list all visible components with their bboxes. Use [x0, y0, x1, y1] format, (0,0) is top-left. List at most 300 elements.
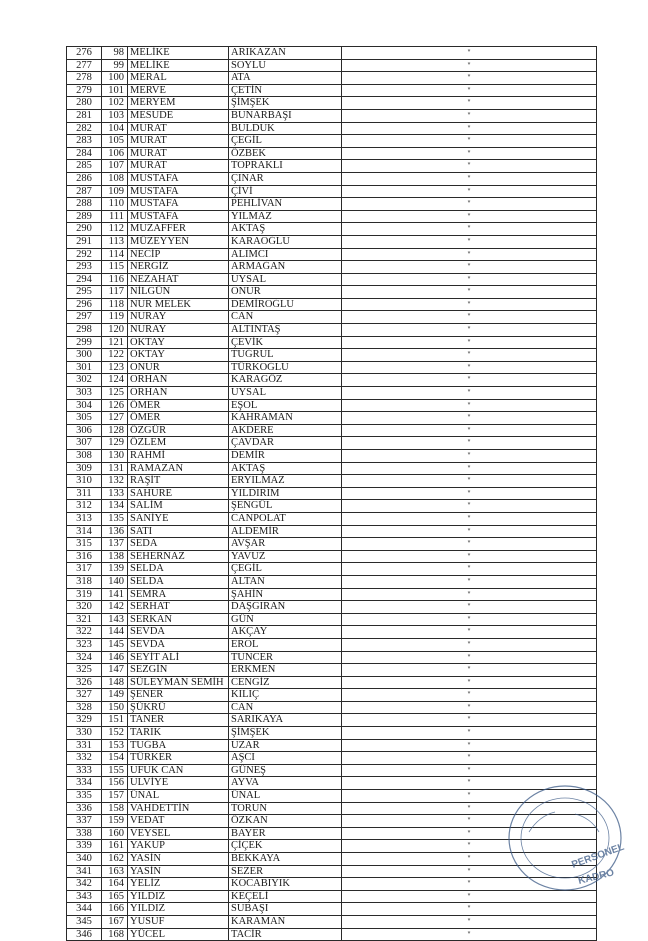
surname-cell: AKTAŞ [229, 462, 342, 475]
table-row [67, 59, 597, 72]
ditto-mark-cell: " [342, 223, 597, 236]
index-cell: 143 [102, 613, 128, 626]
surname-cell: TUNCER [229, 651, 342, 664]
table-row [67, 764, 597, 777]
ditto-mark-cell: " [342, 689, 597, 702]
ditto-mark-cell: " [342, 235, 597, 248]
row-number-cell: 331 [67, 739, 102, 752]
row-number-cell: 303 [67, 387, 102, 400]
surname-cell: ÇEVİK [229, 336, 342, 349]
ditto-mark-cell: " [342, 387, 597, 400]
row-number-cell: 280 [67, 97, 102, 110]
surname-cell: ÇETİN [229, 84, 342, 97]
table-row [67, 248, 597, 261]
index-cell: 165 [102, 890, 128, 903]
ditto-mark-cell: " [342, 47, 597, 60]
first-name-cell: MERAL [128, 72, 229, 85]
table-row [67, 512, 597, 525]
row-number-cell: 339 [67, 840, 102, 853]
index-cell: 148 [102, 676, 128, 689]
index-cell: 120 [102, 324, 128, 337]
index-cell: 123 [102, 361, 128, 374]
table-row [67, 727, 597, 740]
table-row [67, 638, 597, 651]
first-name-cell: ULVİYE [128, 777, 229, 790]
row-number-cell: 346 [67, 928, 102, 941]
surname-cell: AKÇAY [229, 626, 342, 639]
surname-cell: ÇEĞİL [229, 563, 342, 576]
index-cell: 106 [102, 147, 128, 160]
table-row [67, 374, 597, 387]
table-row [67, 72, 597, 85]
surname-cell: SUBAŞI [229, 903, 342, 916]
ditto-mark-cell: " [342, 450, 597, 463]
first-name-cell: ONUR [128, 361, 229, 374]
first-name-cell: SÜLEYMAN SEMİH [128, 676, 229, 689]
first-name-cell: MUSTAFA [128, 198, 229, 211]
table-row [67, 903, 597, 916]
surname-cell: UZAR [229, 739, 342, 752]
surname-cell: BEKKAYA [229, 853, 342, 866]
first-name-cell: MUSTAFA [128, 185, 229, 198]
first-name-cell: SATI [128, 525, 229, 538]
first-name-cell: UFUK CAN [128, 764, 229, 777]
table-row [67, 915, 597, 928]
first-name-cell: ŞENER [128, 689, 229, 702]
first-name-cell: SEVDA [128, 626, 229, 639]
index-cell: 142 [102, 601, 128, 614]
first-name-cell: NURAY [128, 324, 229, 337]
index-cell: 100 [102, 72, 128, 85]
surname-cell: ŞİMŞEK [229, 97, 342, 110]
index-cell: 146 [102, 651, 128, 664]
index-cell: 130 [102, 450, 128, 463]
first-name-cell: YILDIZ [128, 890, 229, 903]
surname-cell: EROL [229, 638, 342, 651]
surname-cell: ÖZBEK [229, 147, 342, 160]
first-name-cell: NECİP [128, 248, 229, 261]
ditto-mark-cell: " [342, 475, 597, 488]
table-row [67, 336, 597, 349]
table-row [67, 450, 597, 463]
surname-cell: ALDEMİR [229, 525, 342, 538]
first-name-cell: TARIK [128, 727, 229, 740]
first-name-cell: SEMRA [128, 588, 229, 601]
row-number-cell: 298 [67, 324, 102, 337]
ditto-mark-cell: " [342, 298, 597, 311]
index-cell: 160 [102, 827, 128, 840]
table-row [67, 387, 597, 400]
first-name-cell: VEYSEL [128, 827, 229, 840]
index-cell: 118 [102, 298, 128, 311]
index-cell: 155 [102, 764, 128, 777]
first-name-cell: SAHURE [128, 487, 229, 500]
table-row [67, 701, 597, 714]
row-number-cell: 313 [67, 512, 102, 525]
ditto-mark-cell: " [342, 790, 597, 803]
index-cell: 157 [102, 790, 128, 803]
ditto-mark-cell: " [342, 928, 597, 941]
ditto-mark-cell: " [342, 424, 597, 437]
ditto-mark-cell: " [342, 185, 597, 198]
row-number-cell: 333 [67, 764, 102, 777]
table-row [67, 462, 597, 475]
table-row [67, 689, 597, 702]
table-row [67, 664, 597, 677]
table-row [67, 172, 597, 185]
first-name-cell: YASİN [128, 865, 229, 878]
surname-cell: SOYLU [229, 59, 342, 72]
surname-cell: BULDUK [229, 122, 342, 135]
row-number-cell: 285 [67, 160, 102, 173]
row-number-cell: 318 [67, 575, 102, 588]
ditto-mark-cell: " [342, 802, 597, 815]
ditto-mark-cell: " [342, 550, 597, 563]
surname-cell: ARIKAZAN [229, 47, 342, 60]
table-row [67, 550, 597, 563]
table-row [67, 651, 597, 664]
first-name-cell: RAMAZAN [128, 462, 229, 475]
index-cell: 110 [102, 198, 128, 211]
ditto-mark-cell: " [342, 626, 597, 639]
table-row [67, 563, 597, 576]
stamp-text-top: PERSONEL [570, 841, 625, 871]
surname-cell: ALTINTAŞ [229, 324, 342, 337]
surname-cell: SEZER [229, 865, 342, 878]
ditto-mark-cell: " [342, 903, 597, 916]
table-row [67, 210, 597, 223]
ditto-mark-cell: " [342, 878, 597, 891]
ditto-mark-cell: " [342, 727, 597, 740]
surname-cell: ALTAN [229, 575, 342, 588]
first-name-cell: TANER [128, 714, 229, 727]
index-cell: 122 [102, 349, 128, 362]
row-number-cell: 312 [67, 500, 102, 513]
row-number-cell: 301 [67, 361, 102, 374]
table-row [67, 361, 597, 374]
ditto-mark-cell: " [342, 651, 597, 664]
index-cell: 115 [102, 261, 128, 274]
index-cell: 161 [102, 840, 128, 853]
surname-cell: ERYILMAZ [229, 475, 342, 488]
row-number-cell: 344 [67, 903, 102, 916]
surname-cell: BAYER [229, 827, 342, 840]
index-cell: 99 [102, 59, 128, 72]
ditto-mark-cell: " [342, 462, 597, 475]
ditto-mark-cell: " [342, 210, 597, 223]
index-cell: 152 [102, 727, 128, 740]
surname-cell: DEMİR [229, 450, 342, 463]
ditto-mark-cell: " [342, 525, 597, 538]
row-number-cell: 320 [67, 601, 102, 614]
row-number-cell: 295 [67, 286, 102, 299]
row-number-cell: 319 [67, 588, 102, 601]
row-number-cell: 287 [67, 185, 102, 198]
table-row [67, 575, 597, 588]
index-cell: 131 [102, 462, 128, 475]
row-number-cell: 278 [67, 72, 102, 85]
row-number-cell: 323 [67, 638, 102, 651]
ditto-mark-cell: " [342, 286, 597, 299]
first-name-cell: MURAT [128, 147, 229, 160]
row-number-cell: 337 [67, 815, 102, 828]
first-name-cell: MURAT [128, 160, 229, 173]
surname-cell: AKDERE [229, 424, 342, 437]
ditto-mark-cell: " [342, 135, 597, 148]
row-number-cell: 292 [67, 248, 102, 261]
index-cell: 139 [102, 563, 128, 576]
ditto-mark-cell: " [342, 273, 597, 286]
row-number-cell: 324 [67, 651, 102, 664]
table-row [67, 122, 597, 135]
ditto-mark-cell: " [342, 147, 597, 160]
index-cell: 126 [102, 399, 128, 412]
table-row [67, 97, 597, 110]
surname-cell: UYSAL [229, 387, 342, 400]
table-row [67, 475, 597, 488]
row-number-cell: 296 [67, 298, 102, 311]
first-name-cell: YUSUF [128, 915, 229, 928]
row-number-cell: 321 [67, 613, 102, 626]
ditto-mark-cell: " [342, 840, 597, 853]
surname-cell: DEMİROĞLU [229, 298, 342, 311]
surname-cell: KILIÇ [229, 689, 342, 702]
table-row [67, 185, 597, 198]
ditto-mark-cell: " [342, 512, 597, 525]
first-name-cell: SELDA [128, 563, 229, 576]
first-name-cell: TUĞBA [128, 739, 229, 752]
row-number-cell: 340 [67, 853, 102, 866]
first-name-cell: SEZGİN [128, 664, 229, 677]
row-number-cell: 343 [67, 890, 102, 903]
surname-cell: ŞENGÜL [229, 500, 342, 513]
index-cell: 125 [102, 387, 128, 400]
row-number-cell: 325 [67, 664, 102, 677]
ditto-mark-cell: " [342, 261, 597, 274]
row-number-cell: 304 [67, 399, 102, 412]
first-name-cell: ÖZGÜR [128, 424, 229, 437]
ditto-mark-cell: " [342, 563, 597, 576]
first-name-cell: MELİKE [128, 59, 229, 72]
index-cell: 127 [102, 412, 128, 425]
table-row [67, 235, 597, 248]
ditto-mark-cell: " [342, 97, 597, 110]
surname-cell: ÇINAR [229, 172, 342, 185]
index-cell: 109 [102, 185, 128, 198]
first-name-cell: YASİN [128, 853, 229, 866]
surname-cell: ALIMCI [229, 248, 342, 261]
surname-cell: TUĞRUL [229, 349, 342, 362]
table-row [67, 714, 597, 727]
surname-cell: YILDIRIM [229, 487, 342, 500]
first-name-cell: SEDA [128, 538, 229, 551]
table-row [67, 286, 597, 299]
ditto-mark-cell: " [342, 84, 597, 97]
index-cell: 98 [102, 47, 128, 60]
ditto-mark-cell: " [342, 915, 597, 928]
ditto-mark-cell: " [342, 500, 597, 513]
row-number-cell: 276 [67, 47, 102, 60]
ditto-mark-cell: " [342, 412, 597, 425]
first-name-cell: ÖZLEM [128, 437, 229, 450]
first-name-cell: SEYİT ALİ [128, 651, 229, 664]
row-number-cell: 290 [67, 223, 102, 236]
ditto-mark-cell: " [342, 664, 597, 677]
surname-cell: AVŞAR [229, 538, 342, 551]
row-number-cell: 306 [67, 424, 102, 437]
surname-cell: ARMAĞAN [229, 261, 342, 274]
row-number-cell: 345 [67, 915, 102, 928]
first-name-cell: ÖMER [128, 412, 229, 425]
row-number-cell: 300 [67, 349, 102, 362]
row-number-cell: 310 [67, 475, 102, 488]
index-cell: 133 [102, 487, 128, 500]
table-row [67, 676, 597, 689]
official-stamp [495, 780, 625, 900]
ditto-mark-cell: " [342, 752, 597, 765]
table-row [67, 147, 597, 160]
surname-cell: KEÇELİ [229, 890, 342, 903]
row-number-cell: 341 [67, 865, 102, 878]
row-number-cell: 281 [67, 109, 102, 122]
index-cell: 101 [102, 84, 128, 97]
index-cell: 104 [102, 122, 128, 135]
surname-cell: CANPOLAT [229, 512, 342, 525]
index-cell: 158 [102, 802, 128, 815]
row-number-cell: 286 [67, 172, 102, 185]
first-name-cell: OKTAY [128, 336, 229, 349]
surname-cell: ÇİÇEK [229, 840, 342, 853]
index-cell: 145 [102, 638, 128, 651]
ditto-mark-cell: " [342, 172, 597, 185]
surname-cell: GÜN [229, 613, 342, 626]
ditto-mark-cell: " [342, 827, 597, 840]
ditto-mark-cell: " [342, 374, 597, 387]
first-name-cell: MURAT [128, 122, 229, 135]
ditto-mark-cell: " [342, 336, 597, 349]
row-number-cell: 283 [67, 135, 102, 148]
surname-cell: ONUR [229, 286, 342, 299]
first-name-cell: NERGİZ [128, 261, 229, 274]
row-number-cell: 299 [67, 336, 102, 349]
first-name-cell: VAHDETTİN [128, 802, 229, 815]
index-cell: 147 [102, 664, 128, 677]
first-name-cell: MUSTAFA [128, 172, 229, 185]
ditto-mark-cell: " [342, 739, 597, 752]
first-name-cell: YAKUP [128, 840, 229, 853]
table-row [67, 349, 597, 362]
surname-cell: YAVUZ [229, 550, 342, 563]
index-cell: 159 [102, 815, 128, 828]
table-row [67, 487, 597, 500]
surname-cell: KOCABIYIK [229, 878, 342, 891]
surname-cell: DAŞGIRAN [229, 601, 342, 614]
ditto-mark-cell: " [342, 160, 597, 173]
index-cell: 135 [102, 512, 128, 525]
table-row [67, 613, 597, 626]
index-cell: 151 [102, 714, 128, 727]
first-name-cell: MURAT [128, 135, 229, 148]
surname-cell: EŞOL [229, 399, 342, 412]
table-row [67, 626, 597, 639]
table-row [67, 135, 597, 148]
surname-cell: TOPRAKLI [229, 160, 342, 173]
first-name-cell: RAHMİ [128, 450, 229, 463]
index-cell: 138 [102, 550, 128, 563]
first-name-cell: SALİM [128, 500, 229, 513]
surname-cell: KARAMAN [229, 915, 342, 928]
surname-cell: ÜNAL [229, 790, 342, 803]
first-name-cell: TÜRKER [128, 752, 229, 765]
ditto-mark-cell: " [342, 865, 597, 878]
table-row [67, 160, 597, 173]
first-name-cell: YELİZ [128, 878, 229, 891]
row-number-cell: 284 [67, 147, 102, 160]
table-row [67, 261, 597, 274]
stamp-seal-icon [495, 780, 625, 900]
surname-cell: KAHRAMAN [229, 412, 342, 425]
ditto-mark-cell: " [342, 122, 597, 135]
index-cell: 167 [102, 915, 128, 928]
first-name-cell: SEVDA [128, 638, 229, 651]
ditto-mark-cell: " [342, 638, 597, 651]
first-name-cell: ŞÜKRÜ [128, 701, 229, 714]
ditto-mark-cell: " [342, 613, 597, 626]
row-number-cell: 282 [67, 122, 102, 135]
first-name-cell: MUZAFFER [128, 223, 229, 236]
surname-cell: ERKMEN [229, 664, 342, 677]
first-name-cell: MERYEM [128, 97, 229, 110]
stamp-text-bottom: KADRO [577, 867, 616, 887]
first-name-cell: SANİYE [128, 512, 229, 525]
ditto-mark-cell: " [342, 676, 597, 689]
table-row [67, 538, 597, 551]
row-number-cell: 288 [67, 198, 102, 211]
row-number-cell: 293 [67, 261, 102, 274]
ditto-mark-cell: " [342, 109, 597, 122]
index-cell: 103 [102, 109, 128, 122]
index-cell: 129 [102, 437, 128, 450]
surname-cell: TÜRKOĞLU [229, 361, 342, 374]
first-name-cell: NUR MELEK [128, 298, 229, 311]
surname-cell: SARIKAYA [229, 714, 342, 727]
row-number-cell: 334 [67, 777, 102, 790]
index-cell: 162 [102, 853, 128, 866]
ditto-mark-cell: " [342, 198, 597, 211]
first-name-cell: SEHERNAZ [128, 550, 229, 563]
table-row [67, 437, 597, 450]
row-number-cell: 317 [67, 563, 102, 576]
index-cell: 128 [102, 424, 128, 437]
row-number-cell: 309 [67, 462, 102, 475]
index-cell: 134 [102, 500, 128, 513]
ditto-mark-cell: " [342, 701, 597, 714]
ditto-mark-cell: " [342, 601, 597, 614]
surname-cell: ÇEĞİL [229, 135, 342, 148]
index-cell: 119 [102, 311, 128, 324]
row-number-cell: 328 [67, 701, 102, 714]
surname-cell: BUNARBAŞI [229, 109, 342, 122]
first-name-cell: MESUDE [128, 109, 229, 122]
first-name-cell: YÜCEL [128, 928, 229, 941]
table-row [67, 424, 597, 437]
row-number-cell: 336 [67, 802, 102, 815]
ditto-mark-cell: " [342, 853, 597, 866]
ditto-mark-cell: " [342, 764, 597, 777]
index-cell: 113 [102, 235, 128, 248]
index-cell: 102 [102, 97, 128, 110]
surname-cell: YILMAZ [229, 210, 342, 223]
